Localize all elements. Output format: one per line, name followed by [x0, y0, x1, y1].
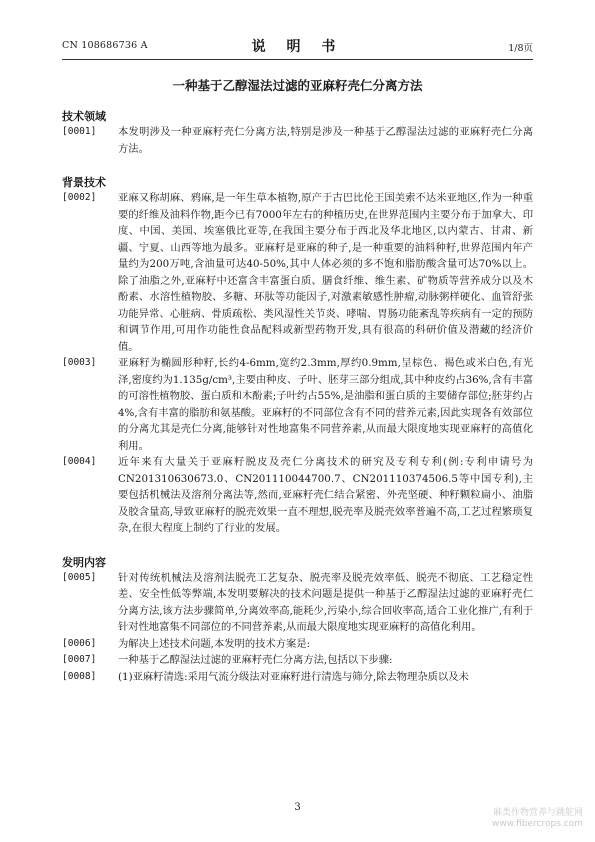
paragraph	[62, 454, 533, 537]
paragraph-text: (1)亚麻籽清选:采用气流分级法对亚麻籽进行清选与筛分,除去物理杂质以及未	[118, 670, 469, 683]
paragraph	[62, 190, 533, 355]
patent-number: CN 108686736 A	[62, 40, 148, 51]
section-heading-summary: 发明内容	[62, 555, 106, 569]
paragraph-text: 一种基于乙醇湿法过滤的亚麻籽壳仁分离方法,包括以下步骤:	[118, 654, 393, 666]
paragraph-text: 近年来有大量关于亚麻籽脱皮及壳仁分离技术的研究及专利专利(例:专利申请号为CN201310630673.0、CN201110044700.7、CN201110374506.5等中国专利),主要包括机械法及溶剂分离法等,然而,亚麻籽壳仁结合紧密、外壳坚硬、种籽颗粒扁小、油脂及胶含量高,导致亚麻籽的脱壳效果一直不理想,脱壳率及脱壳效率普遍不高,工艺过程繁琐复杂,在很大程度上制约了行业的发展。	[118, 456, 533, 534]
section-heading-technical-field: 技术领域	[62, 110, 106, 123]
section-heading-background: 背景技术	[62, 176, 106, 189]
paragraph-number: [0005]	[62, 571, 97, 583]
paragraph	[62, 669, 533, 686]
paragraph-text: 为解决上述技术问题,本发明的技术方案是:	[118, 637, 311, 650]
paragraph	[62, 636, 533, 653]
paragraph-text: 本发明涉及一种亚麻籽壳仁分离方法,特别是涉及一种基于乙醇湿法过滤的亚麻籽壳仁分离方法。	[118, 126, 533, 155]
paragraph-text: 亚麻又称胡麻、鸦麻,是一年生草本植物,原产于古巴比伦王国美索不达米亚地区,作为一种重要的纤维及油料作物,距今已有7000年左右的种植历史,在世界范围内主要分布于加拿大、印度、中国、美国、埃塞俄比亚等,在我国主要分布于西北及华北地区,以内蒙古、甘肃、新疆、宁夏、山西等地为最多。亚麻籽是亚麻的种子,是一种重要的油料种籽,世界范围内年产量约为200万吨,含油量可达40-50%,其中人体必须的多不饱和脂肪酸含量可达70%以上。除了油脂之外,亚麻籽中还富含丰富蛋白质、膳食纤维、维生素、矿物质等营养成分以及木酚素、水溶性植物胶、多糖、环肽等功能因子,对激素敏感性肿瘤,动脉粥样硬化、血管舒张功能异常、心脏病、骨质疏松、类风湿性关节炎、哮喘、胃肠功能紊乱等疾病有一定的预防和调节作用,可用作功能性食品配料或新型药物开发,具有很高的科研价值及潜藏的经济价值。	[118, 192, 533, 353]
watermark-url: www.fibercrops.com	[492, 819, 583, 829]
paragraph	[62, 355, 533, 454]
watermark-line: 麻类作物营养与跳舵网	[492, 808, 583, 818]
paragraph	[62, 570, 533, 636]
page-indicator: 1/8页	[508, 43, 533, 54]
watermark	[492, 808, 583, 830]
page-header	[62, 36, 533, 58]
paragraph-number: [0002]	[62, 192, 97, 203]
document-body	[62, 108, 533, 685]
page-number: 3	[294, 802, 301, 813]
document-type: 说 明 书	[251, 39, 344, 55]
paragraph-text: 亚麻籽为椭圆形种籽,长约4-6mm,宽约2.3mm,厚约0.9mm,呈棕色、褐色或米白色,有光泽,密度约为1.135g/cm³,主要由种皮、子叶、胚芽三部分组成,其中种皮约占36%,含有丰富的可溶性植物胶、蛋白质和木酚素;子叶约占55%,是油脂和蛋白质的主要储存部位;胚芽约占4%,含有丰富的脂肪和氨基酸。亚麻籽的不同部位含有不同的营养元素,因此实现各有效部位的分离尤其是壳仁分离,能够针对性地富集不同营养素,从而最大限度地实现亚麻籽的高值化利用。	[118, 357, 533, 452]
paragraph-text: 针对传统机械法及溶剂法脱壳工艺复杂、脱壳率及脱壳效率低、脱壳不彻底、工艺稳定性差、安全性低等弊端,本发明要解决的技术问题是提供一种基于乙醇湿法过滤的亚麻籽壳仁分离方法,该方法步骤简单,分离效率高,能耗少,污染小,综合回收率高,适合工业化推广,有利于针对性地富集不同部位的不同营养素,从而最大限度地实现亚麻籽的高值化利用。	[118, 571, 533, 633]
paragraph-number: [0004]	[62, 456, 97, 467]
paragraph-number: [0003]	[62, 357, 97, 368]
paragraph	[62, 652, 533, 669]
paragraph-number: [0008]	[62, 670, 97, 682]
header-divider	[62, 59, 533, 60]
paragraph-number: [0001]	[62, 126, 97, 137]
paragraph-number: [0006]	[62, 637, 97, 649]
paragraph	[62, 124, 533, 157]
document-title: 一种基于乙醇湿法过滤的亚麻籽壳仁分离方法	[172, 78, 423, 93]
paragraph-number: [0007]	[62, 654, 97, 665]
